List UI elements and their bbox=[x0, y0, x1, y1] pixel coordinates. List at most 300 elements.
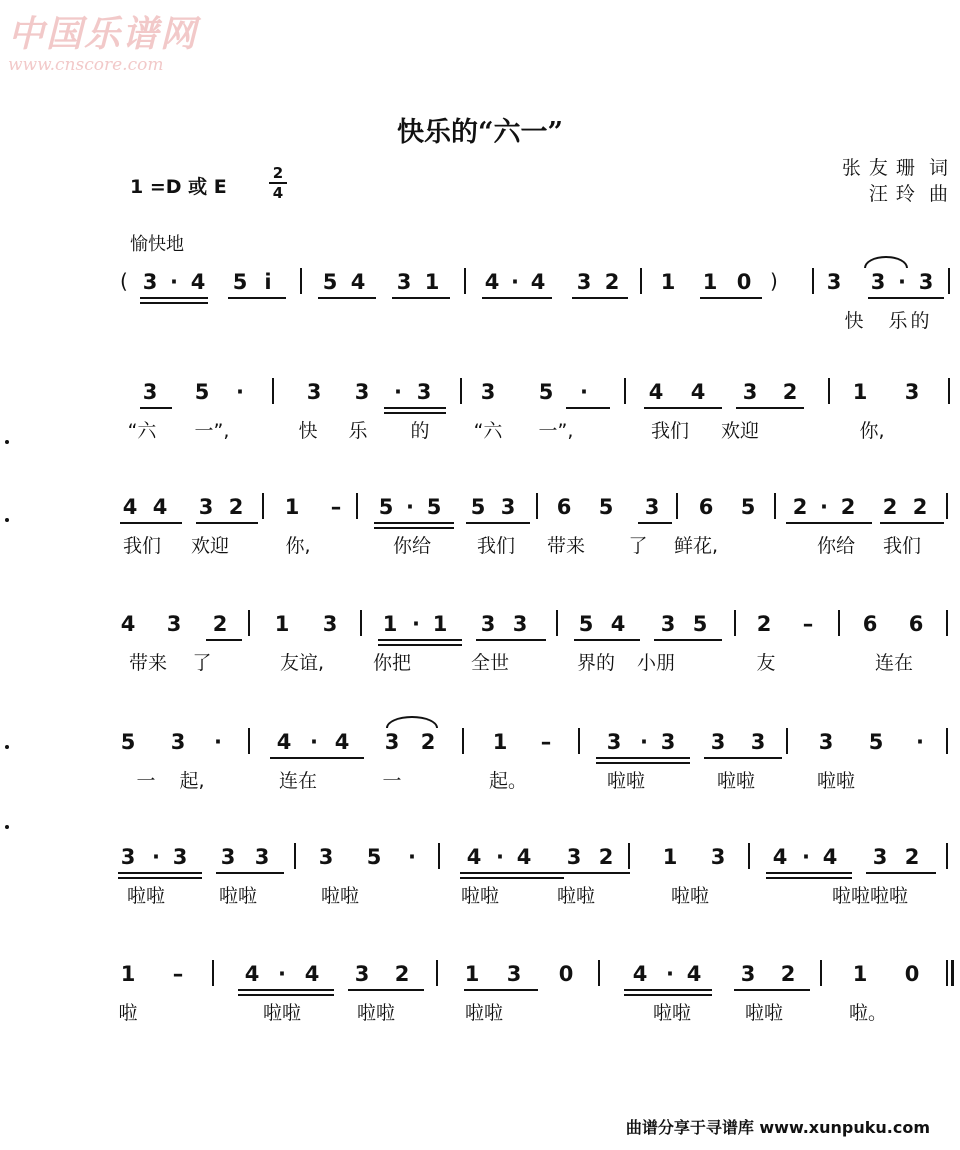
bar-line bbox=[578, 728, 580, 754]
jianpu-note: 5 bbox=[740, 495, 756, 519]
bar-line bbox=[598, 960, 600, 986]
jianpu-note: 1 bbox=[424, 270, 440, 294]
bar-line bbox=[460, 378, 462, 404]
bar-line bbox=[248, 610, 250, 636]
jianpu-note: 4 bbox=[648, 380, 664, 404]
jianpu-note: · bbox=[170, 270, 178, 294]
bar-line bbox=[946, 493, 948, 519]
beam-underline bbox=[868, 297, 944, 299]
jianpu-note: 3 bbox=[660, 612, 676, 636]
jianpu-note: 3 bbox=[606, 730, 622, 754]
jianpu-note: · bbox=[394, 380, 402, 404]
lyric: 啦啦 bbox=[356, 1002, 395, 1024]
lyric: 一”, bbox=[538, 420, 574, 442]
jianpu-note: 3 bbox=[198, 495, 214, 519]
jianpu-note: 3 bbox=[396, 270, 412, 294]
bar-line bbox=[946, 728, 948, 754]
beam-underline bbox=[482, 297, 552, 299]
jianpu-note: · bbox=[236, 380, 244, 404]
jianpu-note: i bbox=[264, 270, 272, 294]
bar-line bbox=[462, 728, 464, 754]
beam-underline bbox=[786, 522, 872, 524]
jianpu-note: 0 bbox=[558, 962, 574, 986]
jianpu-note: 4 bbox=[122, 495, 138, 519]
jianpu-note: 4 bbox=[334, 730, 350, 754]
jianpu-note: 4 bbox=[610, 612, 626, 636]
time-signature-top: 2 bbox=[272, 164, 284, 182]
jianpu-note: 5 bbox=[578, 612, 594, 636]
beam-underline bbox=[206, 639, 242, 641]
jianpu-note: 3 bbox=[506, 962, 522, 986]
bar-line bbox=[676, 493, 678, 519]
jianpu-note: 1 bbox=[852, 380, 868, 404]
lyric: 啦。 bbox=[848, 1002, 887, 1024]
bar-line bbox=[556, 610, 558, 636]
lyric: 你, bbox=[285, 535, 311, 557]
jianpu-note: 5 bbox=[194, 380, 210, 404]
jianpu-note: 3 bbox=[500, 495, 516, 519]
jianpu-note: · bbox=[511, 270, 519, 294]
watermark bbox=[8, 6, 198, 75]
beam-underline bbox=[216, 872, 284, 874]
score-row bbox=[0, 270, 960, 350]
jianpu-note: · bbox=[412, 612, 420, 636]
jianpu-note: 2 bbox=[212, 612, 228, 636]
bar-line bbox=[438, 843, 440, 869]
jianpu-note: 5 bbox=[598, 495, 614, 519]
jianpu-note: 3 bbox=[710, 845, 726, 869]
jianpu-note: 5 bbox=[426, 495, 442, 519]
beam-underline bbox=[704, 757, 782, 759]
jianpu-note: · bbox=[152, 845, 160, 869]
jianpu-note: 6 bbox=[556, 495, 572, 519]
margin-mark bbox=[5, 745, 9, 749]
bar-line bbox=[734, 610, 736, 636]
jianpu-note: 1 bbox=[464, 962, 480, 986]
bar-line bbox=[946, 843, 948, 869]
jianpu-note: 2 bbox=[394, 962, 410, 986]
jianpu-note: · bbox=[496, 845, 504, 869]
beam-underline bbox=[476, 639, 546, 641]
lyric: 欢迎 bbox=[190, 535, 229, 557]
bar-line bbox=[812, 268, 814, 294]
bar-line bbox=[948, 378, 950, 404]
lyric: 一 bbox=[382, 770, 402, 792]
lyric: 啦啦 bbox=[652, 1002, 691, 1024]
jianpu-note: 1 bbox=[382, 612, 398, 636]
jianpu-note: 4 bbox=[516, 845, 532, 869]
jianpu-note: – bbox=[330, 495, 342, 519]
lyric: 啦啦 bbox=[218, 885, 257, 907]
lyric: 友谊, bbox=[280, 652, 325, 674]
lyric: 欢迎 bbox=[720, 420, 759, 442]
lyric: 了 bbox=[628, 535, 648, 557]
jianpu-note: 1 bbox=[852, 962, 868, 986]
lyric: 我们 bbox=[882, 535, 921, 557]
beam-underline bbox=[384, 407, 446, 409]
beam-underline bbox=[318, 297, 376, 299]
beam-underline-double bbox=[624, 994, 712, 996]
jianpu-note: 1 bbox=[660, 270, 676, 294]
lyric: “六 bbox=[473, 420, 503, 442]
beam-underline-double bbox=[384, 412, 446, 414]
jianpu-note: 6 bbox=[908, 612, 924, 636]
watermark-site-name: 中国乐谱网 bbox=[8, 13, 199, 55]
bar-line bbox=[628, 843, 630, 869]
lyric: 你把 bbox=[372, 652, 411, 674]
jianpu-note: 5 bbox=[232, 270, 248, 294]
jianpu-note: 3 bbox=[306, 380, 322, 404]
lyric: 啦啦 bbox=[460, 885, 499, 907]
jianpu-note: 3 bbox=[170, 730, 186, 754]
jianpu-note: 2 bbox=[756, 612, 772, 636]
beam-underline-double bbox=[596, 762, 690, 764]
jianpu-note: 4 bbox=[466, 845, 482, 869]
time-signature bbox=[268, 165, 288, 201]
jianpu-note: 3 bbox=[818, 730, 834, 754]
jianpu-note: · bbox=[916, 730, 924, 754]
beam-underline bbox=[734, 989, 810, 991]
lyric: 快 bbox=[298, 420, 318, 442]
lyric: 你给 bbox=[392, 535, 431, 557]
lyric: 起。 bbox=[488, 770, 527, 792]
jianpu-note: 2 bbox=[780, 962, 796, 986]
bar-line bbox=[786, 728, 788, 754]
jianpu-note: · bbox=[408, 845, 416, 869]
jianpu-note: 2 bbox=[598, 845, 614, 869]
jianpu-note: · bbox=[640, 730, 648, 754]
bar-line bbox=[464, 268, 466, 294]
jianpu-note: 2 bbox=[782, 380, 798, 404]
jianpu-note: 3 bbox=[354, 962, 370, 986]
lyric: 啦啦 bbox=[744, 1002, 783, 1024]
bar-line bbox=[946, 610, 948, 636]
jianpu-note: 3 bbox=[480, 380, 496, 404]
jianpu-note: · bbox=[580, 380, 588, 404]
jianpu-note: 4 bbox=[120, 612, 136, 636]
jianpu-note: 5 bbox=[322, 270, 338, 294]
lyric: 你, bbox=[859, 420, 885, 442]
jianpu-note: 3 bbox=[750, 730, 766, 754]
jianpu-note: 3 bbox=[172, 845, 188, 869]
bar-line bbox=[640, 268, 642, 294]
jianpu-note: 2 bbox=[912, 495, 928, 519]
jianpu-note: – bbox=[802, 612, 814, 636]
jianpu-note: 3 bbox=[710, 730, 726, 754]
lyric: 我们 bbox=[650, 420, 689, 442]
lyric: 界的 bbox=[576, 652, 615, 674]
lyric: 乐 bbox=[888, 310, 908, 332]
jianpu-note: 5 bbox=[692, 612, 708, 636]
jianpu-note: 1 bbox=[432, 612, 448, 636]
key-signature: 1 =D 或 E bbox=[130, 176, 227, 198]
beam-underline-double bbox=[374, 527, 454, 529]
score-row bbox=[0, 730, 960, 810]
lyricist-name: 张友珊 bbox=[841, 157, 923, 179]
jianpu-note: 3 bbox=[644, 495, 660, 519]
song-title: 快乐的“六一” bbox=[396, 117, 564, 148]
jianpu-note: 2 bbox=[792, 495, 808, 519]
beam-underline-double bbox=[378, 644, 462, 646]
jianpu-note: 1 bbox=[120, 962, 136, 986]
bar-line bbox=[820, 960, 822, 986]
jianpu-note: 3 bbox=[318, 845, 334, 869]
lyric: 一”, bbox=[194, 420, 230, 442]
jianpu-note: 6 bbox=[698, 495, 714, 519]
jianpu-note: 4 bbox=[632, 962, 648, 986]
margin-mark bbox=[5, 518, 9, 522]
lyric: 连在 bbox=[874, 652, 913, 674]
jianpu-note: · bbox=[278, 962, 286, 986]
lyric: 带来 bbox=[546, 535, 585, 557]
jianpu-note: 3 bbox=[740, 962, 756, 986]
jianpu-note: 3 bbox=[826, 270, 842, 294]
beam-underline bbox=[466, 522, 530, 524]
beam-underline bbox=[624, 989, 712, 991]
jianpu-note: · bbox=[406, 495, 414, 519]
lyric: 的 bbox=[410, 420, 430, 442]
lyric: 我们 bbox=[122, 535, 161, 557]
bar-line bbox=[536, 493, 538, 519]
jianpu-note: 1 bbox=[284, 495, 300, 519]
beam-underline bbox=[638, 522, 672, 524]
time-signature-bottom: 4 bbox=[272, 184, 284, 202]
jianpu-note: 3 bbox=[918, 270, 934, 294]
jianpu-note: 3 bbox=[142, 380, 158, 404]
lyric: 一 bbox=[136, 770, 156, 792]
beam-underline bbox=[566, 407, 610, 409]
jianpu-note: 3 bbox=[480, 612, 496, 636]
bar-line bbox=[436, 960, 438, 986]
beam-underline bbox=[270, 757, 364, 759]
lyric: 起, bbox=[179, 770, 205, 792]
composer-name: 汪玲 bbox=[868, 183, 923, 205]
beam-underline bbox=[766, 872, 852, 874]
lyric: 快 bbox=[844, 310, 864, 332]
jianpu-note: 3 bbox=[322, 612, 338, 636]
jianpu-note: 3 bbox=[166, 612, 182, 636]
lyricist-line bbox=[842, 155, 948, 181]
composer-role: 曲 bbox=[928, 183, 948, 205]
lyric: 乐 bbox=[348, 420, 368, 442]
beam-underline-double bbox=[118, 877, 202, 879]
jianpu-note: 3 bbox=[220, 845, 236, 869]
jianpu-note: 3 bbox=[566, 845, 582, 869]
lyric: 啦啦 bbox=[320, 885, 359, 907]
jianpu-note: 4 bbox=[686, 962, 702, 986]
bar-line bbox=[774, 493, 776, 519]
bar-line bbox=[828, 378, 830, 404]
lyric: 啦啦 bbox=[716, 770, 755, 792]
bar-line bbox=[212, 960, 214, 986]
jianpu-note: 3 bbox=[904, 380, 920, 404]
jianpu-note: · bbox=[310, 730, 318, 754]
jianpu-note: 2 bbox=[840, 495, 856, 519]
credits bbox=[842, 155, 948, 207]
beam-underline bbox=[654, 639, 722, 641]
jianpu-note: 4 bbox=[530, 270, 546, 294]
jianpu-note: 4 bbox=[244, 962, 260, 986]
lyric: 了 bbox=[192, 652, 212, 674]
jianpu-note: 5 bbox=[538, 380, 554, 404]
margin-mark bbox=[5, 825, 9, 829]
footer-credit: 曲谱分享于寻谱库 www.xunpuku.com bbox=[625, 1118, 930, 1137]
bar-line bbox=[948, 268, 950, 294]
jianpu-note: 4 bbox=[152, 495, 168, 519]
lyric: “六 bbox=[127, 420, 157, 442]
tempo-marking: 愉快地 bbox=[130, 234, 184, 255]
lyric: 小朋 bbox=[636, 652, 675, 674]
jianpu-note: 1 bbox=[274, 612, 290, 636]
jianpu-note: 1 bbox=[662, 845, 678, 869]
final-bar-line bbox=[951, 960, 954, 986]
score-row bbox=[0, 962, 960, 1042]
jianpu-note: 1 bbox=[702, 270, 718, 294]
jianpu-note: 3 bbox=[416, 380, 432, 404]
beam-underline bbox=[140, 407, 172, 409]
jianpu-note: 5 bbox=[366, 845, 382, 869]
jianpu-note: 4 bbox=[772, 845, 788, 869]
jianpu-note: 4 bbox=[190, 270, 206, 294]
jianpu-note: 4 bbox=[822, 845, 838, 869]
score-row bbox=[0, 612, 960, 692]
jianpu-note: 3 bbox=[660, 730, 676, 754]
jianpu-note: 3 bbox=[254, 845, 270, 869]
lyric: 的 bbox=[910, 310, 930, 332]
beam-underline bbox=[880, 522, 944, 524]
bar-line bbox=[356, 493, 358, 519]
jianpu-note: 3 bbox=[384, 730, 400, 754]
jianpu-note: 3 bbox=[742, 380, 758, 404]
lyric: 全世 bbox=[470, 652, 509, 674]
bar-line bbox=[300, 268, 302, 294]
jianpu-note: 5 bbox=[470, 495, 486, 519]
jianpu-note: 4 bbox=[690, 380, 706, 404]
jianpu-note: 0 bbox=[736, 270, 752, 294]
beam-underline bbox=[866, 872, 936, 874]
jianpu-note: 2 bbox=[904, 845, 920, 869]
beam-underline bbox=[348, 989, 424, 991]
beam-underline bbox=[736, 407, 804, 409]
beam-underline bbox=[464, 989, 538, 991]
lyric: 连在 bbox=[278, 770, 317, 792]
beam-underline bbox=[596, 757, 690, 759]
jianpu-note: 2 bbox=[882, 495, 898, 519]
bar-line bbox=[748, 843, 750, 869]
jianpu-note: 4 bbox=[276, 730, 292, 754]
jianpu-note: 5 bbox=[378, 495, 394, 519]
jianpu-note: 3 bbox=[142, 270, 158, 294]
beam-underline-double bbox=[140, 302, 208, 304]
score-row bbox=[0, 845, 960, 925]
jianpu-note: 2 bbox=[604, 270, 620, 294]
bar-line bbox=[624, 378, 626, 404]
beam-underline bbox=[644, 407, 722, 409]
jianpu-note: 4 bbox=[350, 270, 366, 294]
beam-underline bbox=[572, 297, 628, 299]
beam-underline bbox=[140, 297, 208, 299]
lyric: 啦啦 bbox=[126, 885, 165, 907]
jianpu-note: 4 bbox=[304, 962, 320, 986]
lyric: 你给 bbox=[816, 535, 855, 557]
score-row bbox=[0, 495, 960, 575]
jianpu-note: – bbox=[540, 730, 552, 754]
jianpu-note: 3 bbox=[576, 270, 592, 294]
beam-underline bbox=[228, 297, 286, 299]
jianpu-note: 3 bbox=[354, 380, 370, 404]
jianpu-note: 2 bbox=[228, 495, 244, 519]
bar-line bbox=[294, 843, 296, 869]
jianpu-note: 0 bbox=[904, 962, 920, 986]
beam-underline bbox=[238, 989, 334, 991]
beam-underline bbox=[118, 872, 202, 874]
beam-underline bbox=[196, 522, 258, 524]
bar-line bbox=[248, 728, 250, 754]
lyric: 带来 bbox=[128, 652, 167, 674]
jianpu-note: 5 bbox=[868, 730, 884, 754]
bar-line bbox=[946, 960, 948, 986]
lyric: 我们 bbox=[476, 535, 515, 557]
jianpu-note: · bbox=[214, 730, 222, 754]
lyric: 啦啦 bbox=[670, 885, 709, 907]
lyric: 啦啦 bbox=[556, 885, 595, 907]
margin-mark bbox=[5, 440, 9, 444]
bar-line bbox=[272, 378, 274, 404]
beam-underline bbox=[374, 522, 454, 524]
beam-underline-double bbox=[766, 877, 852, 879]
lyricist-role: 词 bbox=[928, 157, 948, 179]
lyric: 啦啦 bbox=[464, 1002, 503, 1024]
parenthesis: ) bbox=[770, 269, 778, 293]
lyric: 鲜花, bbox=[674, 535, 719, 557]
watermark-url: www.cnscore.com bbox=[8, 55, 164, 75]
beam-underline bbox=[574, 639, 640, 641]
tie-arc bbox=[864, 256, 908, 268]
jianpu-note: · bbox=[666, 962, 674, 986]
beam-underline bbox=[378, 639, 462, 641]
jianpu-note: · bbox=[802, 845, 810, 869]
jianpu-note: 1 bbox=[492, 730, 508, 754]
jianpu-note: · bbox=[820, 495, 828, 519]
lyric: 啦 bbox=[118, 1002, 138, 1024]
jianpu-note: · bbox=[898, 270, 906, 294]
composer-line bbox=[842, 181, 948, 207]
tie-arc bbox=[386, 716, 438, 728]
beam-underline-double bbox=[460, 877, 564, 879]
beam-underline-double bbox=[238, 994, 334, 996]
beam-underline bbox=[460, 872, 564, 874]
lyric: 啦啦啦啦 bbox=[832, 885, 909, 907]
jianpu-note: 2 bbox=[420, 730, 436, 754]
jianpu-note: 3 bbox=[120, 845, 136, 869]
jianpu-note: 3 bbox=[512, 612, 528, 636]
beam-underline bbox=[120, 522, 182, 524]
jianpu-note: – bbox=[172, 962, 184, 986]
jianpu-note: 6 bbox=[862, 612, 878, 636]
bar-line bbox=[262, 493, 264, 519]
lyric: 啦啦 bbox=[606, 770, 645, 792]
lyric: 啦啦 bbox=[262, 1002, 301, 1024]
beam-underline bbox=[392, 297, 450, 299]
parenthesis: ( bbox=[120, 269, 128, 293]
jianpu-note: 5 bbox=[120, 730, 136, 754]
bar-line bbox=[838, 610, 840, 636]
lyric: 啦啦 bbox=[816, 770, 855, 792]
bar-line bbox=[360, 610, 362, 636]
beam-underline bbox=[558, 872, 630, 874]
jianpu-note: 3 bbox=[870, 270, 886, 294]
lyric: 友 bbox=[756, 652, 776, 674]
